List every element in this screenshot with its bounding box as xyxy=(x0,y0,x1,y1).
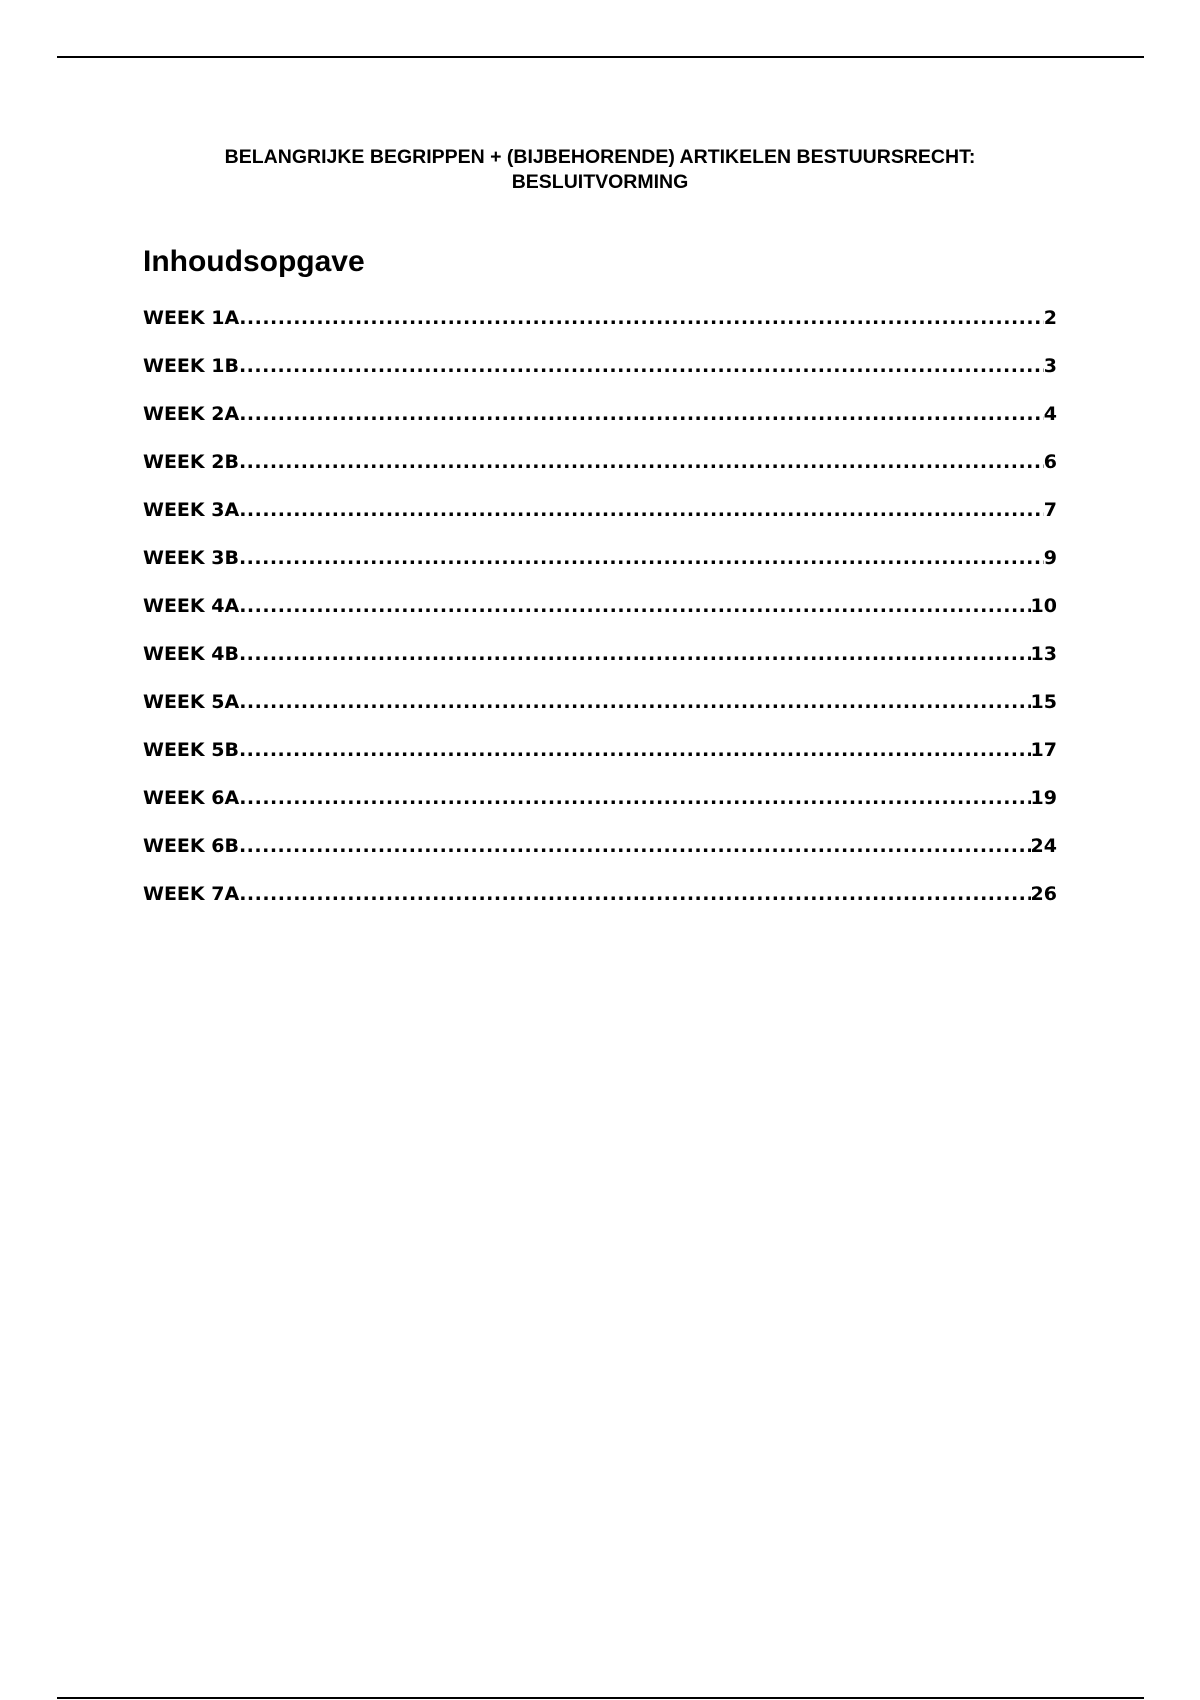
toc-dot-leader xyxy=(239,444,1044,480)
toc-entry-page: 3 xyxy=(1043,355,1057,377)
toc-entry-page: 4 xyxy=(1043,403,1057,425)
toc-entry-page: 17 xyxy=(1030,739,1057,761)
toc-entry-label: WEEK 6B xyxy=(143,835,239,857)
toc-dot-leader xyxy=(239,492,1044,528)
table-of-contents xyxy=(143,300,1057,924)
toc-dot-leader xyxy=(239,684,1030,720)
toc-entry-week-6b[interactable] xyxy=(143,828,1057,876)
toc-entry-label: WEEK 4B xyxy=(143,643,239,665)
toc-entry-week-2a[interactable] xyxy=(143,396,1057,444)
toc-entry-page: 24 xyxy=(1030,835,1057,857)
toc-dot-leader xyxy=(239,300,1044,336)
document-title xyxy=(140,145,1060,195)
toc-dot-leader xyxy=(239,588,1030,624)
toc-entry-page: 15 xyxy=(1030,691,1057,713)
toc-entry-week-3a[interactable] xyxy=(143,492,1057,540)
toc-entry-label: WEEK 2A xyxy=(143,403,240,425)
toc-entry-label: WEEK 4A xyxy=(143,595,240,617)
toc-entry-page: 7 xyxy=(1043,499,1057,521)
toc-entry-label: WEEK 1A xyxy=(143,307,240,329)
toc-entry-page: 19 xyxy=(1030,787,1057,809)
toc-entry-week-4a[interactable] xyxy=(143,588,1057,636)
toc-dot-leader xyxy=(239,396,1044,432)
toc-dot-leader xyxy=(239,780,1030,816)
toc-entry-page: 2 xyxy=(1043,307,1057,329)
toc-entry-week-4b[interactable] xyxy=(143,636,1057,684)
toc-entry-page: 26 xyxy=(1030,883,1057,905)
toc-entry-week-1b[interactable] xyxy=(143,348,1057,396)
toc-entry-week-5b[interactable] xyxy=(143,732,1057,780)
toc-dot-leader xyxy=(239,348,1044,384)
toc-entry-label: WEEK 3A xyxy=(143,499,240,521)
document-title-line-2: BESLUITVORMING xyxy=(511,171,689,193)
toc-entry-week-1a[interactable] xyxy=(143,300,1057,348)
toc-entry-page: 13 xyxy=(1030,643,1057,665)
toc-entry-week-6a[interactable] xyxy=(143,780,1057,828)
toc-entry-label: WEEK 2B xyxy=(143,451,239,473)
toc-entry-week-7a[interactable] xyxy=(143,876,1057,924)
toc-dot-leader xyxy=(239,540,1044,576)
toc-entry-label: WEEK 5B xyxy=(143,739,239,761)
toc-dot-leader xyxy=(239,876,1030,912)
toc-dot-leader xyxy=(239,732,1031,768)
toc-dot-leader xyxy=(239,636,1031,672)
toc-entry-page: 6 xyxy=(1043,451,1057,473)
toc-dot-leader xyxy=(239,828,1031,864)
toc-entry-label: WEEK 6A xyxy=(143,787,240,809)
toc-entry-week-5a[interactable] xyxy=(143,684,1057,732)
document-title-line-1: BELANGRIJKE BEGRIPPEN + (BIJBEHORENDE) ARTIKELEN BESTUURSRECHT: xyxy=(224,146,976,168)
toc-heading: Inhoudsopgave xyxy=(143,245,365,278)
toc-entry-page: 9 xyxy=(1043,547,1057,569)
toc-entry-label: WEEK 1B xyxy=(143,355,239,377)
toc-entry-label: WEEK 7A xyxy=(143,883,240,905)
header-rule xyxy=(57,56,1144,58)
toc-entry-week-3b[interactable] xyxy=(143,540,1057,588)
footer-rule xyxy=(57,1697,1144,1699)
toc-entry-page: 10 xyxy=(1030,595,1057,617)
toc-entry-week-2b[interactable] xyxy=(143,444,1057,492)
toc-entry-label: WEEK 5A xyxy=(143,691,240,713)
toc-entry-label: WEEK 3B xyxy=(143,547,239,569)
